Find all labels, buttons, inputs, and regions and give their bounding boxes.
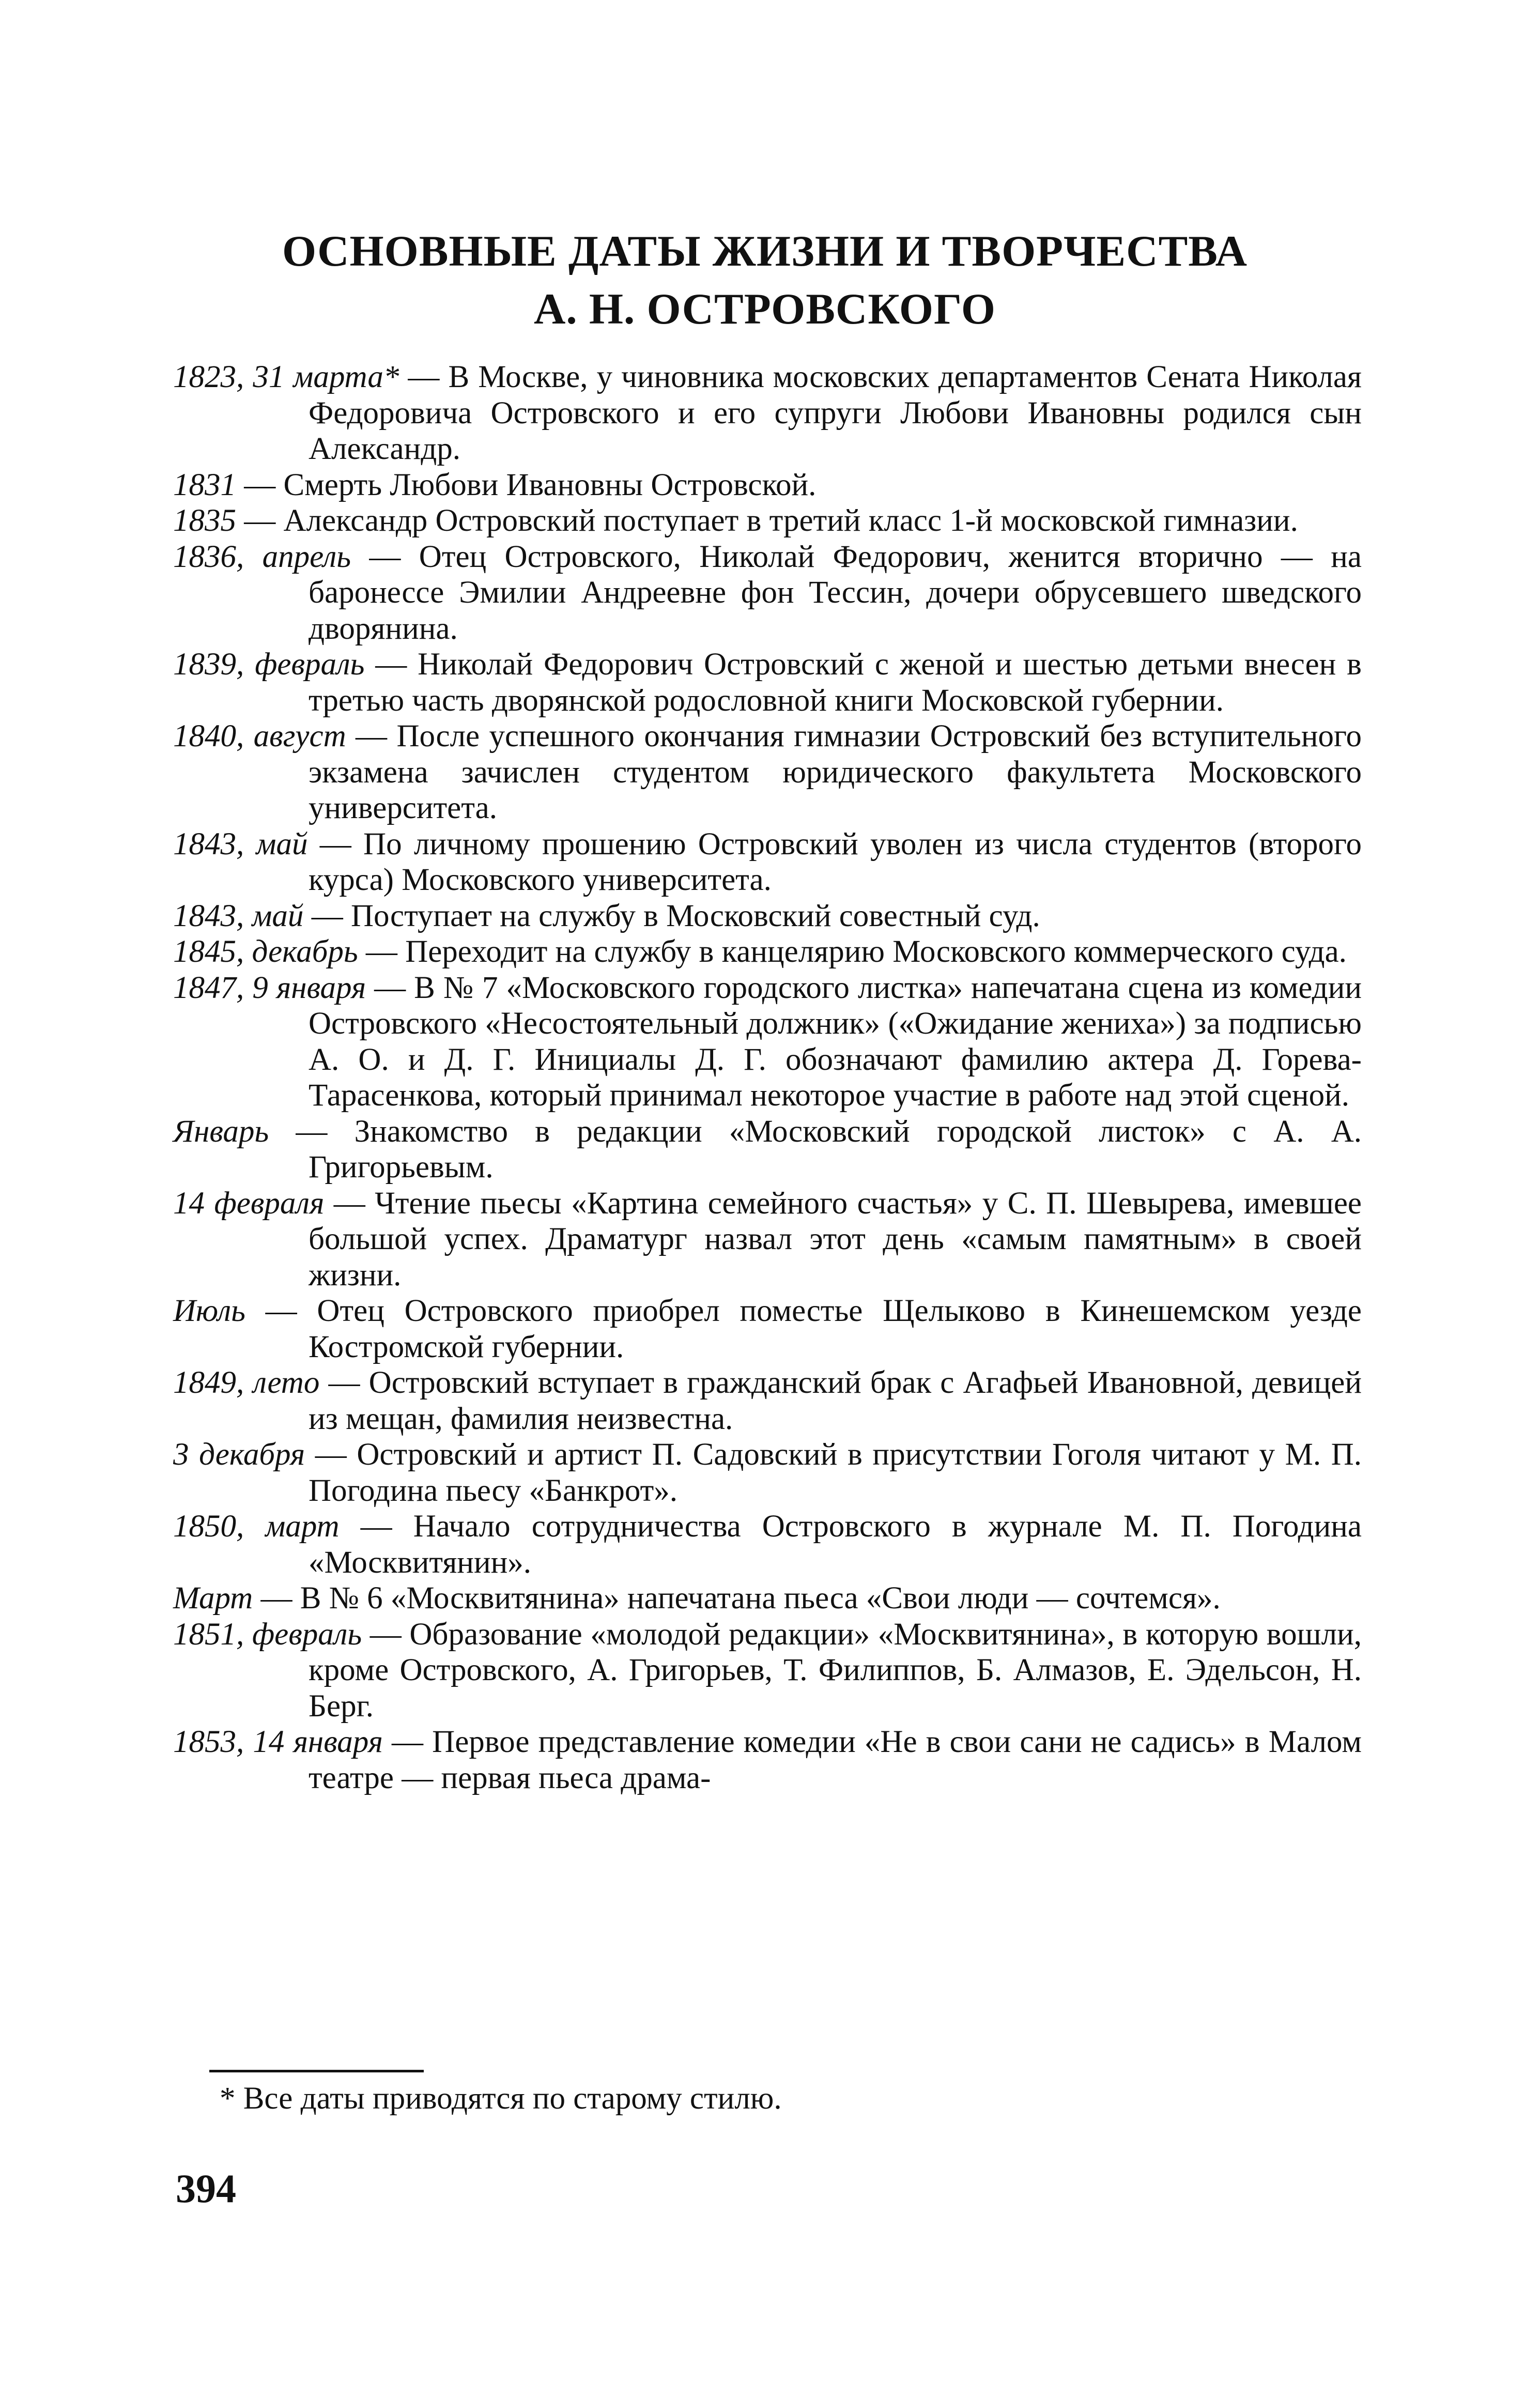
chronology-entry	[173, 647, 1362, 718]
page-title	[171, 222, 1359, 338]
footnote-divider	[209, 2070, 424, 2072]
page-title-line-2: А. Н. ОСТРОВСКОГО	[533, 285, 996, 333]
chronology-entry	[173, 359, 1362, 467]
entry-text: — Отец Островского, Николай Федорович, женится вторично — на баронессе Эмилии Андреевне фон Тессин, дочери обрусевшего шведского дворянина.	[309, 539, 1362, 646]
entry-text: — После успешного окончания гимназии Островский без вступительного экзамена зачислен студентом юридического факультета Московского университета.	[309, 719, 1362, 825]
entry-date: 1831	[173, 467, 236, 502]
entry-date: 14 февраля	[173, 1186, 325, 1221]
entry-date: 1840, август	[173, 719, 346, 754]
entry-date: 1836, апрель	[173, 539, 351, 574]
chronology-entry	[173, 467, 1362, 503]
entry-date: 1843, май	[173, 826, 308, 862]
entry-text: — Островский вступает в гражданский брак с Агафьей Ивановной, девицей из мещан, фамилия неизвестна.	[309, 1365, 1362, 1436]
chronology-entry	[173, 539, 1362, 647]
entry-date: Июль	[173, 1294, 245, 1328]
entry-date: 1845, декабрь	[173, 934, 358, 969]
chronology-entry	[173, 1617, 1362, 1725]
entry-text: — Николай Федорович Островский с женой и шестью детьми внесен в третью часть дворянской родословной книги Московской губернии.	[309, 647, 1362, 718]
entry-date: Январь	[173, 1114, 269, 1149]
page-number: 394	[176, 2166, 236, 2211]
entry-text: — В № 6 «Москвитянина» напечатана пьеса «Свои люди — сочтемся».	[253, 1581, 1221, 1616]
entry-date: 1823, 31 марта*	[173, 360, 399, 394]
entry-text: — В № 7 «Московского городского листка» напечатана сцена из комедии Островского «Несостоятельный должник» («Ожидание жениха») за подписью А. О. и Д. Г. Инициалы Д. Г. обозначают фамилию актера Д. Горева-Тарасенкова, который принимал некоторое участие в работе над этой сценой.	[309, 970, 1362, 1113]
chronology-entry	[173, 1114, 1362, 1186]
entry-text: — Поступает на службу в Московский совестный суд.	[303, 898, 1040, 933]
entry-text: — Чтение пьесы «Картина семейного счастья» у С. П. Шевырева, имевшее большой успех. Драматург назвал этот день «самым памятным» в своей жизни.	[309, 1186, 1362, 1293]
chronology-entry	[173, 1509, 1362, 1580]
entry-text: — Смерть Любови Ивановны Островской.	[236, 467, 817, 502]
entry-date: 1839, февраль	[173, 647, 365, 682]
entry-date: 1851, февраль	[173, 1617, 362, 1652]
chronology-entry	[173, 898, 1362, 934]
chronology-entry	[173, 1365, 1362, 1437]
entry-date: 1843, май	[173, 898, 304, 933]
entry-text: — Александр Островский поступает в третий класс 1-й московской гимназии.	[236, 503, 1298, 538]
chronology-entry	[173, 1724, 1362, 1796]
entry-text: — Начало сотрудничества Островского в журнале М. П. Погодина «Москвитянин».	[309, 1509, 1362, 1580]
chronology-entry	[173, 934, 1362, 970]
entry-text: — В Москве, у чиновника московских департаментов Сената Николая Федоровича Островского и его супруги Любови Ивановны родился сын Александр.	[309, 360, 1362, 466]
chronology-entry	[173, 1186, 1362, 1294]
entry-date: 3 декабря	[173, 1437, 305, 1472]
entry-date: 1853, 14 января	[173, 1725, 383, 1759]
entry-text: — Первое представление комедии «Не в свои сани не садись» в Малом театре — первая пьеса драма-	[309, 1725, 1362, 1795]
chronology-entry	[173, 1293, 1362, 1365]
entry-text: — Знакомство в редакции «Московский городской листок» с А. А. Григорьевым.	[269, 1114, 1362, 1185]
chronology-entry	[173, 1437, 1362, 1509]
chronology-entry	[173, 1580, 1362, 1617]
chronology-entry	[173, 970, 1362, 1114]
entry-date: 1850, март	[173, 1509, 340, 1544]
chronology-list	[173, 359, 1362, 1796]
entry-text: — Переходит на службу в канцелярию Московского коммерческого суда.	[358, 934, 1347, 969]
entry-text: — Образование «молодой редакции» «Москвитянина», в которую вошли, кроме Островского, А. Григорьев, Т. Филиппов, Б. Алмазов, Е. Эдельсон, Н. Берг.	[309, 1617, 1362, 1724]
chronology-entry	[173, 718, 1362, 826]
footnote: * Все даты приводятся по старому стилю.	[220, 2081, 782, 2116]
page-title-line-1: ОСНОВНЫЕ ДАТЫ ЖИЗНИ И ТВОРЧЕСТВА	[282, 227, 1248, 275]
entry-text: — Отец Островского приобрел поместье Щелыково в Кинешемском уезде Костромской губернии.	[245, 1294, 1362, 1364]
entry-date: Март	[173, 1581, 253, 1616]
chronology-entry	[173, 826, 1362, 898]
entry-date: 1849, лето	[173, 1365, 320, 1400]
chronology-entry	[173, 503, 1362, 539]
entry-date: 1835	[173, 503, 236, 538]
entry-text: — Островский и артист П. Садовский в присутствии Гоголя читают у М. П. Погодина пьесу «Банкрот».	[305, 1437, 1362, 1508]
entry-text: — По личному прошению Островский уволен из числа студентов (второго курса) Московского университета.	[307, 826, 1362, 897]
entry-date: 1847, 9 января	[173, 970, 366, 1005]
